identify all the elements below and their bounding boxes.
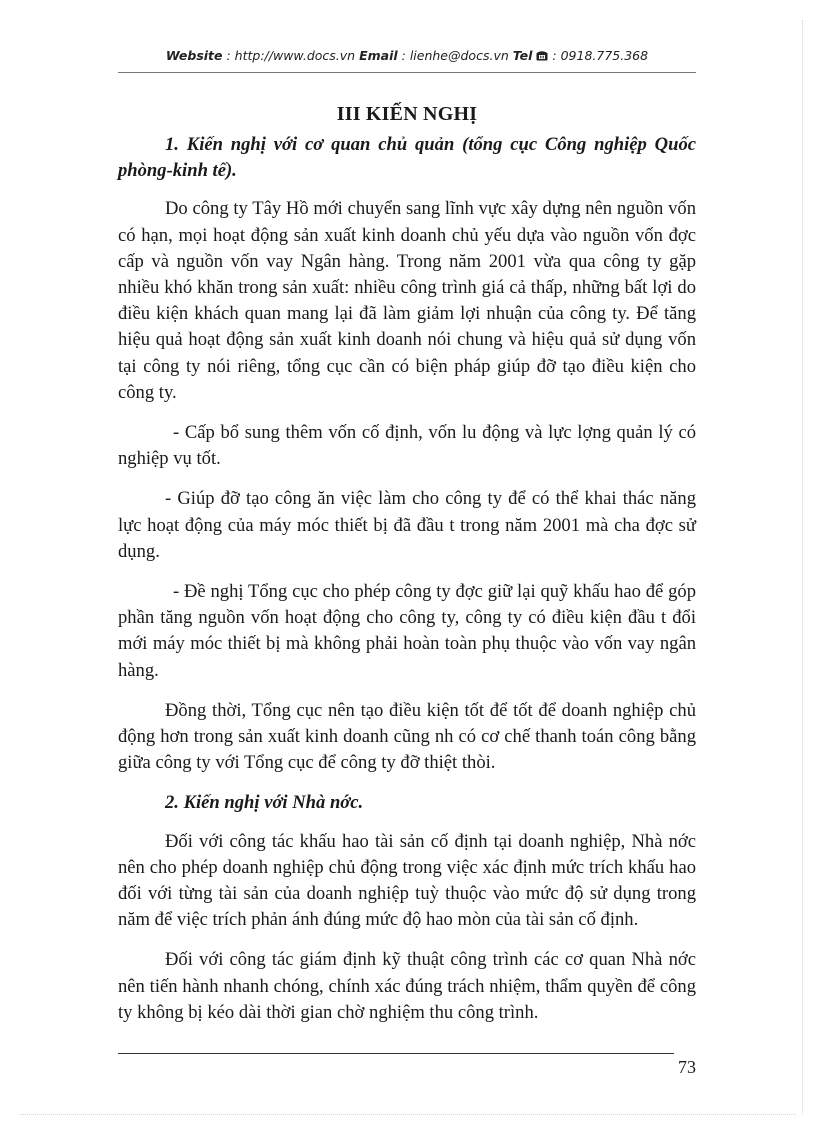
paragraph: Đồng thời, Tổng cục nên tạo điều kiện tốt để tốt để doanh nghiệp chủ động hơn trong sản xuất kinh doanh cũng nh có cơ chế thanh toán công bằng giữa công ty với Tổng cục để công ty đỡ thiệt thòi. — [118, 699, 696, 774]
footer-divider — [118, 1053, 674, 1054]
subsection-2-heading: 2. Kiến nghị với Nhà nớc. — [165, 792, 364, 814]
page-edge-bottom — [20, 1114, 796, 1115]
list-item: - Giúp đỡ tạo công ăn việc làm cho công ty để có thể khai thác năng lực hoạt động của máy móc thiết bị đã đầu t trong năm 2001 mà cha đợc sử dụng. — [118, 488, 696, 562]
paragraph: Do công ty Tây Hồ mới chuyển sang lĩnh vực xây dựng nên nguồn vốn có hạn, mọi hoạt động sản xuất kinh doanh chủ yếu dựa vào nguồn vốn đợc cấp và nguồn vốn vay Ngân hàng. Trong năm 2001 vừa qua công ty gặp nhiều khó khăn trong sản xuất: nhiều công trình giá cả thấp, những bất lợi do điều kiện khách quan mang lại đã làm giảm lợi nhuận của công ty. Để tăng hiệu quả hoạt động sản xuất kinh doanh nói chung và hiệu quả sử dụng vốn tại công ty nói riêng, tổng cục cần có biện pháp giúp đỡ tạo điều kiện cho công ty. — [118, 198, 696, 403]
page-header — [118, 48, 696, 63]
tel-value: : 0918.775.368 — [552, 48, 649, 63]
section-title: III KIẾN NGHỊ — [336, 103, 478, 125]
header-divider — [118, 72, 696, 73]
page-edge-right — [802, 20, 803, 1114]
document-body — [118, 132, 696, 1040]
website-label: Website — [165, 48, 223, 63]
phone-icon — [536, 48, 552, 63]
email-label: Email — [359, 48, 398, 63]
paragraph: Đối với công tác giám định kỹ thuật công trình các cơ quan Nhà nớc nên tiến hành nhanh chóng, chính xác đúng trách nhiệm, thẩm quyền để công ty không bị kéo dài thời gian chờ nghiệm thu công trình. — [118, 949, 696, 1023]
list-item: - Cấp bổ sung thêm vốn cố định, vốn lu động và lực lợng quản lý có nghiệp vụ tốt. — [118, 422, 696, 470]
paragraph: Đối với công tác khấu hao tài sản cố định tại doanh nghiệp, Nhà nớc nên cho phép doanh nghiệp chủ động trong việc xác định mức trích khấu hao đối với từng tài sản của doanh nghiệp tuỳ thuộc vào mức độ sử dụng trong năm để việc trích phản ánh đúng mức độ hao mòn của tài sản cố định. — [118, 830, 696, 931]
tel-label: Tel — [512, 48, 533, 63]
email-value: : lienhe@docs.vn — [401, 48, 509, 63]
subsection-1-heading: 1. Kiến nghị với cơ quan chủ quản (tổng cục Công nghiệp Quốc phòng-kinh tế). — [118, 134, 696, 182]
page-number: 73 — [678, 1057, 696, 1077]
website-value: : http://www.docs.vn — [226, 48, 356, 63]
list-item: - Đề nghị Tổng cục cho phép công ty đợc giữ lại quỹ khấu hao để góp phần tăng nguồn vốn hoạt động cho công ty, công ty có điều kiện đầu t đổi mới máy móc thiết bị mà không phải hoàn toàn phụ thuộc vào vốn vay ngân hàng. — [118, 581, 696, 681]
